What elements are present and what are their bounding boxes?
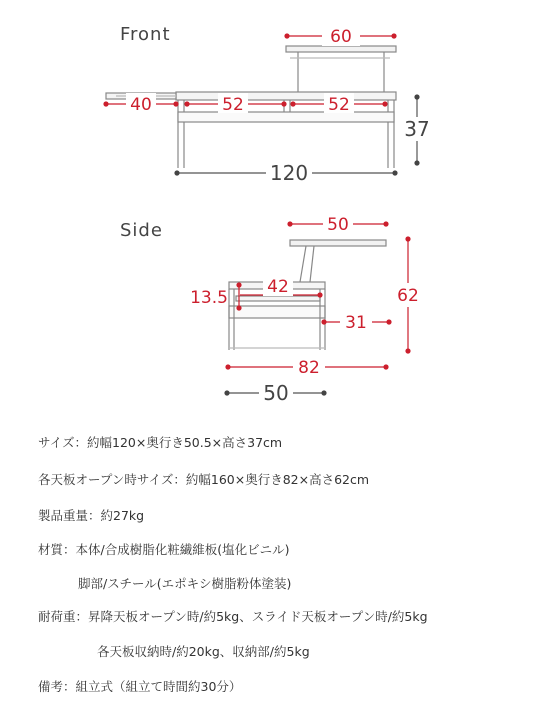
label-front-top-width: 60 (330, 27, 352, 47)
label-side-height-open: 62 (397, 286, 419, 306)
label-front-slide-left: 40 (130, 95, 152, 115)
dim-side-height-open (396, 236, 422, 353)
spec-material-body: 材質：本体/合成樹脂化粧繊維板(塩化ビニル) (38, 542, 290, 557)
label-side-top-depth: 50 (327, 215, 349, 235)
label-front-mid-right: 52 (328, 95, 350, 115)
dim-front-top-width (284, 26, 396, 47)
front-view-label: Front (120, 24, 171, 45)
dim-side-storage-depth (321, 311, 391, 333)
dim-side-depth-closed (224, 381, 326, 405)
label-front-mid-left: 52 (222, 95, 244, 115)
dim-side-depth-open (225, 356, 388, 378)
label-side-depth-closed: 50 (263, 381, 289, 405)
dim-side-top-depth (287, 213, 388, 235)
spec-material-legs: 脚部/スチール(エポキシ樹脂粉体塗装) (78, 576, 292, 591)
spec-load-open: 耐荷重：昇降天板オープン時/約5kg、スライド天板オープン時/約5kg (38, 609, 428, 624)
spec-notes: 備考：組立式（組立て時間約30分） (38, 679, 242, 694)
dim-front-height (404, 94, 435, 165)
label-front-total-width: 120 (269, 161, 309, 185)
spec-weight: 製品重量：約27kg (38, 508, 145, 523)
label-side-storage-depth: 31 (345, 313, 367, 333)
spec-load-stored: 各天板収納時/約20kg、収納部/約5kg (97, 644, 310, 659)
spec-open-size: 各天板オープン時サイズ：約幅160×奥行き82×高さ62cm (38, 472, 370, 487)
label-front-height: 37 (404, 117, 430, 141)
side-view-label: Side (120, 220, 163, 241)
label-side-shelf-depth: 42 (267, 277, 289, 297)
label-side-shelf-thickness: 13.5 (190, 288, 228, 308)
label-side-depth-open: 82 (298, 358, 320, 378)
spec-size: サイズ：約幅120×奥行き50.5×高さ37cm (38, 435, 283, 450)
dim-front-total-width (174, 161, 397, 185)
